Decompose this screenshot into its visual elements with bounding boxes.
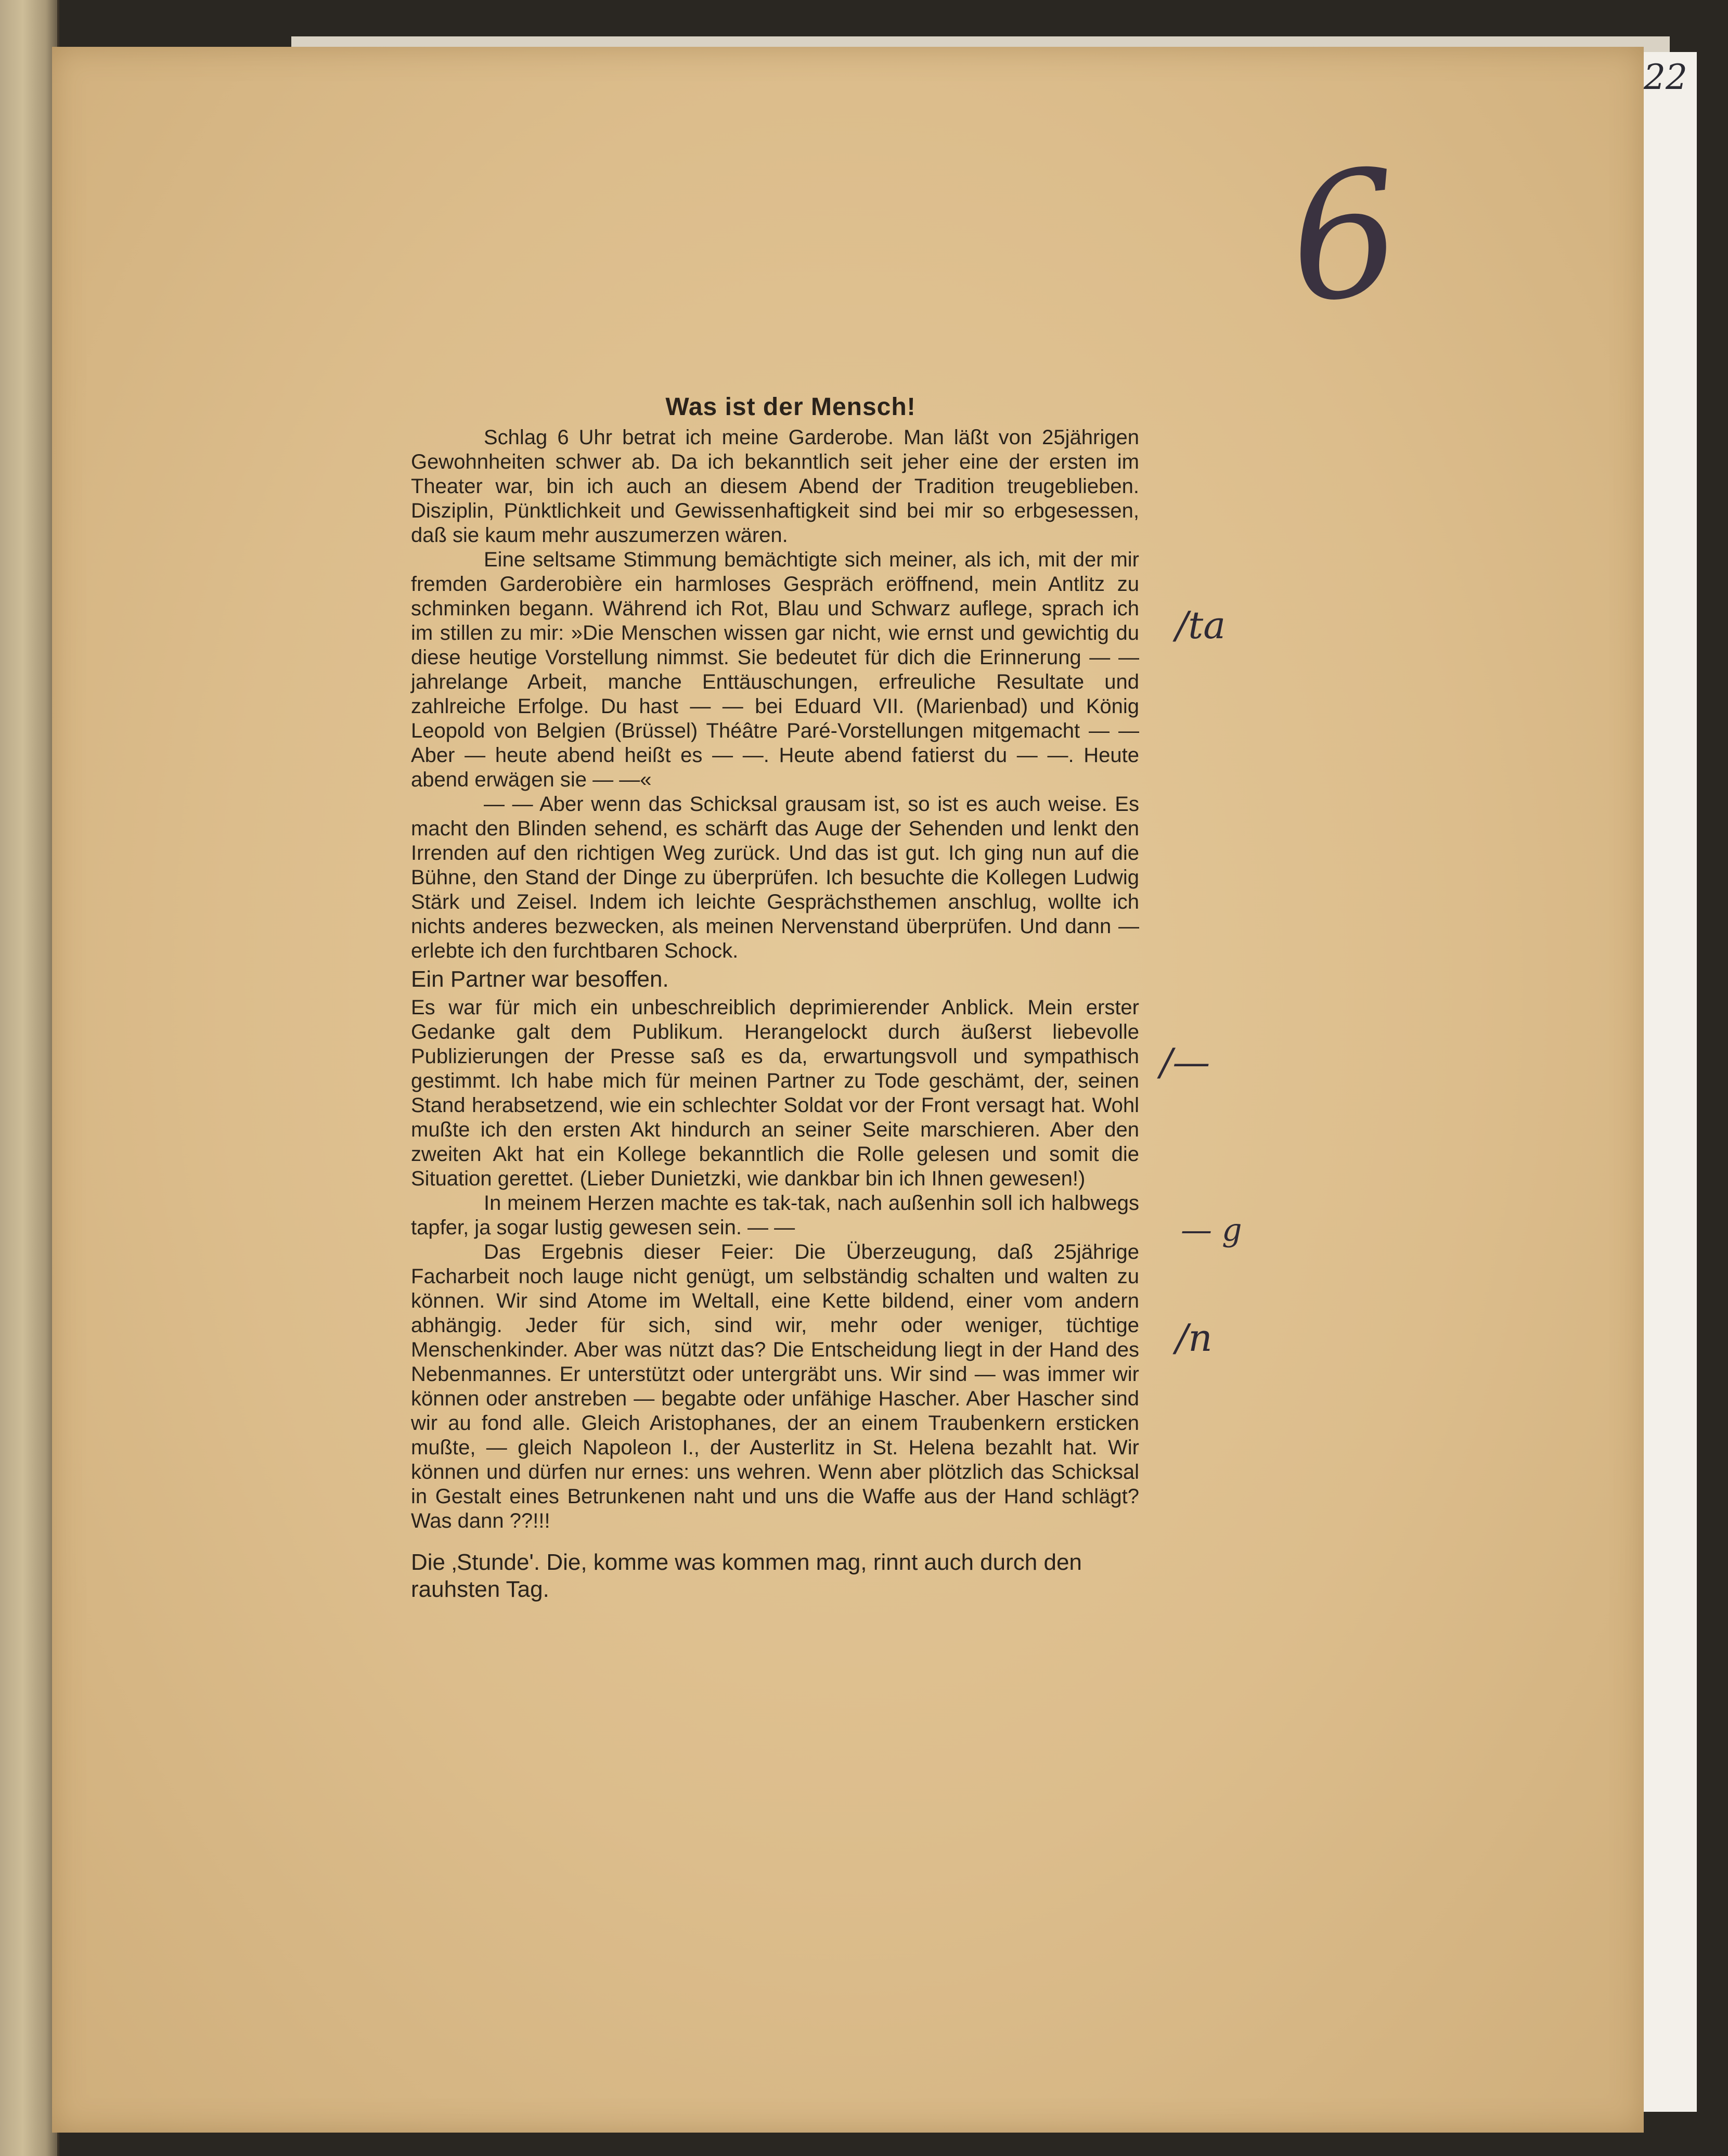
article	[411, 393, 1139, 1603]
margin-annotation-1: /ta	[1176, 603, 1226, 647]
article-paragraph: Das Ergebnis dieser Feier: Die Überzeugung, daß 25jährige Facharbeit noch lauge nicht genügt, um selbständig schalten und walten zu können. Wir sind Atome im Weltall, eine Kette bildend, einer vom andern abhängig. Jeder für sich, sind wir, mehr oder weniger, tüchtige Menschenkinder. Aber was nützt das? Die Entscheidung liegt in der Hand des Nebenmannes. Er unterstützt oder untergräbt uns. Wir sind — was immer wir können oder anstreben — begabte oder unfähige Hascher. Aber Hascher sind wir au fond alle. Gleich Aristophanes, der an einem Traubenkern ersticken mußte, — gleich Napoleon I., der Austerlitz in St. Helena bezahlt hat. Wir können und dürfen nur ernes: uns wehren. Wenn aber plötzlich das Schicksal in Gestalt eines Betrunkenen naht und uns die Waffe aus der Hand schlägt? Was dann ??!!!	[411, 1241, 1139, 1532]
article-paragraph: Eine seltsame Stimmung bemächtigte sich meiner, als ich, mit der mir fremden Garderobière ein harmloses Gespräch eröffnend, mein Antlitz zu schminken begann. Während ich Rot, Blau und Schwarz auflege, sprach ich im stillen zu mir: »Die Menschen wissen gar nicht, wie ernst und gewichtig du diese heutige Vorstellung nimmst. Sie bedeutet für dich die Erinnerung — — jahrelange Arbeit, manche Enttäuschungen, erfreuliche Resultate und zahlreiche Erfolge. Du hast — — bei Eduard VII. (Marienbad) und König Leopold von Belgien (Brüssel) Théâtre Paré-Vorstellungen mitgemacht — — Aber — heute abend heißt es — —. Heute abend fatierst du — —. Heute abend erwägen sie — —«	[411, 548, 1139, 791]
margin-annotation-2: /—	[1160, 1040, 1210, 1084]
article-paragraph: — — Aber wenn das Schicksal grausam ist, so ist es auch weise. Es macht den Blinden sehend, es schärft das Auge der Sehenden und lenkt den Irrenden auf den richtigen Weg zurück. Und das ist gut. Ich ging nun auf die Bühne, den Stand der Dinge zu überprüfen. Ich besuchte die Kollegen Ludwig Stärk und Zeisel. Indem ich leichte Gesprächsthemen anschlug, wollte ich nichts anderes bezwecken, als meinen Nervenstand überprüfen. Und dann — erlebte ich den furchtbaren Schock.	[411, 793, 1139, 962]
article-paragraph: Es war für mich ein unbeschreiblich deprimierender Anblick. Mein erster Gedanke galt dem Publikum. Herangelockt durch äußerst liebevolle Publizierungen der Presse saß es da, erwartungsvoll und sympathisch gestimmt. Ich habe mich für meinen Partner zu Tode geschämt, der, seinen Stand herabsetzend, wie ein schlechter Soldat vor der Front versagt hat. Wohl mußte ich den ersten Akt hindurch an seiner Seite marschieren. Aber den zweiten Akt hat ein Kollege bekanntlich die Rolle gelesen und somit die Situation gerettet. (Lieber Dunietzki, wie dankbar bin ich Ihnen gewesen!)	[411, 996, 1139, 1190]
margin-annotation-3: — g	[1181, 1212, 1242, 1248]
article-paragraph: Schlag 6 Uhr betrat ich meine Garderobe. Man läßt von 25jährigen Gewohnheiten schwer ab. Da ich bekanntlich seit jeher eine der ersten im Theater war, bin ich auch an diesem Abend der Tradition treugeblieben. Disziplin, Pünktlichkeit und Gewissenhaftigkeit sind bei mir so erbgesessen, daß sie kaum mehr auszumerzen wären.	[411, 426, 1139, 547]
handwritten-folio-mark: 6	[1280, 132, 1410, 342]
article-title: Was ist der Mensch!	[665, 393, 916, 421]
margin-annotation-4: /n	[1176, 1316, 1213, 1360]
book-binding	[0, 0, 59, 2156]
article-standalone-line: Ein Partner war besoffen.	[411, 966, 669, 992]
article-paragraph: In meinem Herzen machte es tak-tak, nach außenhin soll ich halbwegs tapfer, ja sogar lustig gewesen sein. — —	[411, 1192, 1139, 1239]
article-closing-line: Die ‚Stunde'. Die, komme was kommen mag, rinnt auch durch den rauhsten Tag.	[411, 1550, 1082, 1602]
archive-page-number: 22	[1644, 57, 1687, 97]
